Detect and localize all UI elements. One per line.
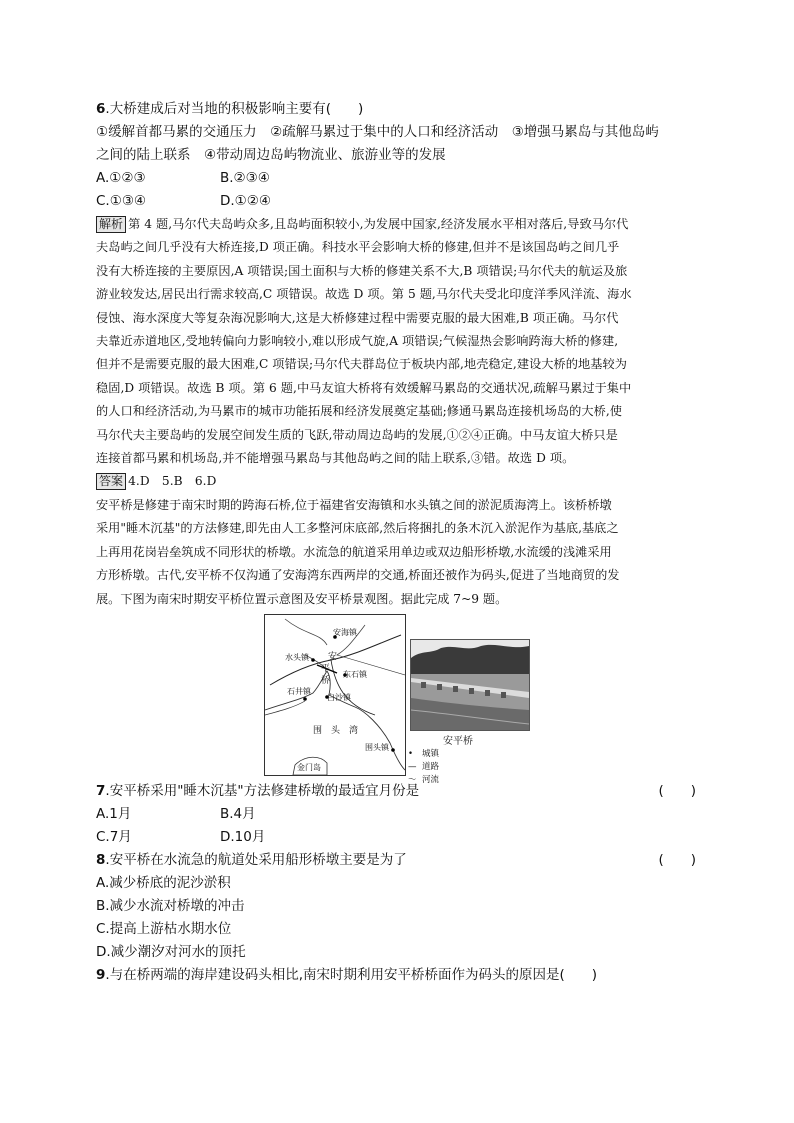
label-anhai: 安海镇 bbox=[333, 627, 357, 637]
passage-line: 采用"睡木沉基"的方法修建,即先由人工多整河床底部,然后将捆扎的条木沉入淤泥作为基底,基底之 bbox=[96, 521, 619, 536]
option-d: D.10月 bbox=[220, 828, 266, 845]
explanation-line: 的人口和经济活动,为马累市的城市功能拓展和经济发展奠定基础;修通马累岛连接机场岛的大桥,使 bbox=[96, 404, 622, 419]
label-an: 安 bbox=[328, 651, 338, 662]
question-6-options-row2 bbox=[96, 190, 700, 213]
question-7-stem: 7.安平桥采用"睡木沉基"方法修建桥墩的最适宜月份是 ( ) bbox=[96, 780, 700, 803]
option-d: D.①②④ bbox=[220, 193, 271, 209]
question-6-options-row1 bbox=[96, 167, 700, 190]
bridge-photo-drawing bbox=[411, 640, 529, 730]
label-shuitou: 水头镇 bbox=[285, 652, 309, 662]
document-page bbox=[96, 98, 700, 987]
option-d: D.减少潮汐对河水的顶托 bbox=[96, 943, 246, 960]
bridge-photo bbox=[410, 639, 530, 731]
option-b: B.4月 bbox=[220, 805, 256, 822]
option-c: C.①③④ bbox=[96, 193, 147, 209]
legend-town: • 城镇 bbox=[408, 748, 440, 759]
answer-blank: ( ) bbox=[658, 851, 696, 868]
explanation-line: 但并不是需要克服的最大困难,C 项错误;马尔代夫群岛位于板块内部,地壳稳定,建设大桥的地基较为 bbox=[96, 357, 627, 372]
label-jinmen: 金门岛 bbox=[297, 762, 321, 772]
label-wan: 湾 bbox=[349, 725, 359, 736]
label-baisha: 白沙镇 bbox=[327, 692, 351, 702]
explanation-line: 第 4 题,马尔代夫岛屿众多,且岛屿面积较小,为发展中国家,经济发展水平相对落后,导致马尔代 bbox=[128, 217, 629, 231]
passage-line: 方形桥墩。古代,安平桥不仅沟通了安海湾东西两岸的交通,桥面还被作为码头,促进了当地商贸的发 bbox=[96, 568, 620, 583]
option-a: A.①②③ bbox=[96, 170, 146, 186]
question-7-options-row2 bbox=[96, 826, 700, 849]
label-qiao: 桥 bbox=[321, 675, 331, 686]
location-map bbox=[264, 614, 406, 776]
label-tou: 头 bbox=[331, 725, 341, 736]
option-b: B.减少水流对桥墩的冲击 bbox=[96, 897, 245, 914]
option-c: C.7月 bbox=[96, 828, 132, 845]
town-symbol-icon: • bbox=[408, 748, 414, 759]
explanation-line: 没有大桥连接的主要原因,A 项错误;国土面积与大桥的修建关系不大,B 项错误;马尔代夫的航运及旅 bbox=[96, 263, 628, 278]
passage-line: 安平桥是修建于南宋时期的跨海石桥,位于福建省安海镇和水头镇之间的淤泥质海湾上。该桥桥墩 bbox=[96, 497, 612, 512]
answer-text: 4.D 5.B 6.D bbox=[128, 474, 217, 489]
explanation-line: 稳固,D 项错误。故选 B 项。第 6 题,中马友谊大桥将有效缓解马累岛的交通状况,疏解马累过于集中 bbox=[96, 380, 632, 395]
road-symbol-icon: — bbox=[408, 761, 417, 772]
question-6-stem: 6.大桥建成后对当地的积极影响主要有( ) bbox=[96, 101, 364, 117]
town-dot bbox=[303, 697, 307, 701]
passage-line: 展。下图为南宋时期安平桥位置示意图及安平桥景观图。据此完成 7~9 题。 bbox=[96, 591, 508, 606]
explanation-line: 游业较发达,居民出行需求较高,C 项错误。故选 D 项。第 5 题,马尔代夫受北印度洋季风洋流、海水 bbox=[96, 287, 632, 302]
explanation-tag: 解析 bbox=[96, 216, 126, 233]
town-dot bbox=[311, 658, 315, 662]
photo-caption: 安平桥 bbox=[443, 735, 473, 747]
option-a: A.减少桥底的泥沙淤积 bbox=[96, 874, 231, 891]
passage-line: 上再用花岗岩垒筑成不同形状的桥墩。水流急的航道采用单边或双边船形桥墩,水流缓的浅滩采用 bbox=[96, 544, 612, 559]
label-dongshi: 东石镇 bbox=[343, 669, 367, 679]
river-line bbox=[285, 619, 327, 645]
question-8-options bbox=[96, 872, 700, 964]
explanation-line: 马尔代夫主要岛屿的发展空间发生质的飞跃,带动周边岛屿的发展,①②④正确。中马友谊大桥只是 bbox=[96, 427, 618, 442]
explanation-line: 夫岛屿之间几乎没有大桥连接,D 项正确。科技水平会影响大桥的修建,但并不是该国岛屿之间几乎 bbox=[96, 240, 620, 255]
map-legend-box bbox=[408, 734, 439, 787]
explanation-line: 夫靠近赤道地区,受地转偏向力影响较小,难以形成气旋,A 项错误;气候湿热会影响跨海大桥的修建, bbox=[96, 334, 619, 349]
question-6-items-line1: ①缓解首都马累的交通压力 ②疏解马累过于集中的人口和经济活动 ③增强马累岛与其他岛屿 bbox=[96, 124, 659, 140]
explanation-line: 侵蚀、海水深度大等复杂海况影响大,这是大桥修建过程中需要克服的最大困难,B 项正确。马尔代 bbox=[96, 310, 619, 325]
label-shijing: 石井镇 bbox=[287, 686, 311, 696]
figure bbox=[96, 614, 700, 785]
answer-tag: 答案 bbox=[96, 473, 126, 490]
legend-road: — 道路 bbox=[408, 761, 440, 772]
question-8-stem: 8.安平桥在水流急的航道处采用船形桥墩主要是为了 ( ) bbox=[96, 849, 700, 872]
coastline bbox=[265, 671, 405, 770]
option-c: C.提高上游枯水期水位 bbox=[96, 920, 232, 937]
town-dot bbox=[391, 748, 395, 752]
label-wei: 围 bbox=[313, 725, 323, 736]
road-line bbox=[331, 660, 375, 715]
river-symbol-icon: 〜 bbox=[408, 774, 417, 785]
passage-intro bbox=[96, 494, 700, 611]
legend-river: 〜 河流 bbox=[408, 774, 440, 785]
question-7-options-row1 bbox=[96, 803, 700, 826]
question-6-items-line2: 之间的陆上联系 ④带动周边岛屿物流业、旅游业等的发展 bbox=[96, 147, 446, 163]
label-ping: 平 bbox=[321, 663, 331, 674]
explanation-line: 连接首都马累和机场岛,并不能增强马累岛与其他岛屿之间的陆上联系,③错。故选 D 项。 bbox=[96, 451, 575, 466]
option-a: A.1月 bbox=[96, 805, 132, 822]
explanation-block bbox=[96, 213, 700, 494]
question-9-stem: 9.与在桥两端的海岸建设码头相比,南宋时期利用安平桥桥面作为码头的原因是( ) bbox=[96, 966, 598, 983]
option-b: B.②③④ bbox=[220, 170, 270, 186]
label-weitouzhen: 围头镇 bbox=[365, 742, 389, 752]
answer-blank: ( ) bbox=[658, 782, 696, 799]
